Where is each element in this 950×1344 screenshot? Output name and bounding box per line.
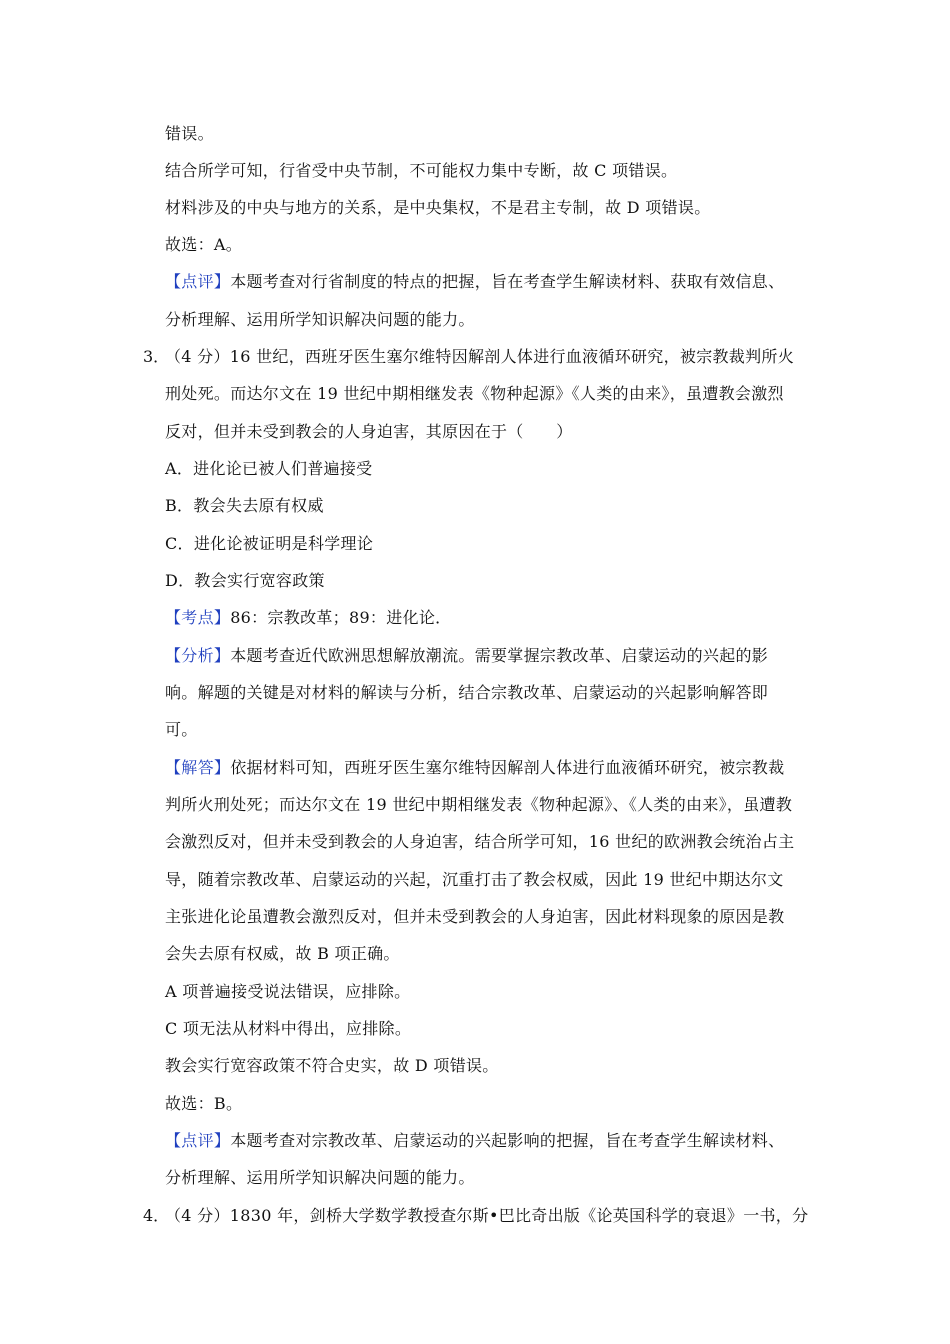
text-line: 会失去原有权威，故 B 项正确。 [165,944,400,963]
text-line: 判所火刑处死；而达尔文在 19 世纪中期相继发表《物种起源》、《人类的由来》，虽遭教 [165,795,793,814]
answer-line: 故选：B。 [165,1094,243,1113]
kaodian-tag: 【考点】 [165,608,231,627]
question-stem: 刑处死。而达尔文在 19 世纪中期相继发表《物种起源》《人类的由来》，虽遭教会激烈 [165,384,784,403]
text-line: 结合所学可知，行省受中央节制，不可能权力集中专断，故 C 项错误。 [165,161,678,180]
text-line: 响。解题的关键是对材料的解读与分析，结合宗教改革、启蒙运动的兴起影响解答即 [165,683,769,702]
text-line: 分析理解、运用所学知识解决问题的能力。 [165,1168,475,1187]
comment-tag: 【点评】 [165,1131,231,1150]
answer-line: 故选：A。 [165,235,243,254]
text-line: C 项无法从材料中得出，应排除。 [165,1019,412,1038]
kaodian-text: 86：宗教改革；89：进化论． [230,608,452,627]
fenxi-text: 本题考查近代欧洲思想解放潮流。需要掌握宗教改革、启蒙运动的兴起的影 [230,646,769,665]
option-d: D．教会实行宽容政策 [165,571,325,590]
text-line: 错误。 [165,124,214,143]
jieda-text: 依据材料可知，西班牙医生塞尔维特因解剖人体进行血液循环研究，被宗教裁 [230,758,785,777]
question-stem: 反对，但并未受到教会的人身迫害，其原因在于（ ） [165,422,573,441]
text-line: 会激烈反对，但并未受到教会的人身迫害，结合所学可知，16 世纪的欧洲教会统治占主 [165,832,795,851]
option-b: B．教会失去原有权威 [165,496,324,515]
text-line: 教会实行宽容政策不符合史实，故 D 项错误。 [165,1056,499,1075]
text-line: A 项普遍接受说法错误，应排除。 [165,982,411,1001]
text-line: 可。 [165,720,198,739]
question-stem: （4 分）1830 年，剑桥大学数学教授查尔斯•巴比奇出版《论英国科学的衰退》一书，分 [165,1206,809,1225]
text-line: 材料涉及的中央与地方的关系，是中央集权，不是君主专制，故 D 项错误。 [165,198,711,217]
option-c: C．进化论被证明是科学理论 [165,534,374,553]
text-line: 主张进化论虽遭教会激烈反对，但并未受到教会的人身迫害，因此材料现象的原因是教 [165,907,785,926]
text-line: 分析理解、运用所学知识解决问题的能力。 [165,310,475,329]
text-line: 导，随着宗教改革、启蒙运动的兴起，沉重打击了教会权威，因此 19 世纪中期达尔文 [165,870,784,889]
jieda-line [165,756,784,780]
comment-text: 本题考查对宗教改革、启蒙运动的兴起影响的把握，旨在考查学生解读材料、 [230,1131,785,1150]
question-stem: （4 分）16 世纪，西班牙医生塞尔维特因解剖人体进行血液循环研究，被宗教裁判所火 [165,347,795,366]
comment-line [165,1129,784,1153]
fenxi-tag: 【分析】 [165,646,231,665]
comment-line [165,270,784,294]
kaodian-line [165,606,451,630]
option-a: A．进化论已被人们普遍接受 [165,459,373,478]
comment-tag: 【点评】 [165,272,231,291]
question-number: 4． [143,1206,170,1225]
comment-text: 本题考查对行省制度的特点的把握，旨在考查学生解读材料、获取有效信息、 [230,272,785,291]
jieda-tag: 【解答】 [165,758,231,777]
fenxi-line [165,644,768,668]
question-number: 3． [143,347,170,366]
